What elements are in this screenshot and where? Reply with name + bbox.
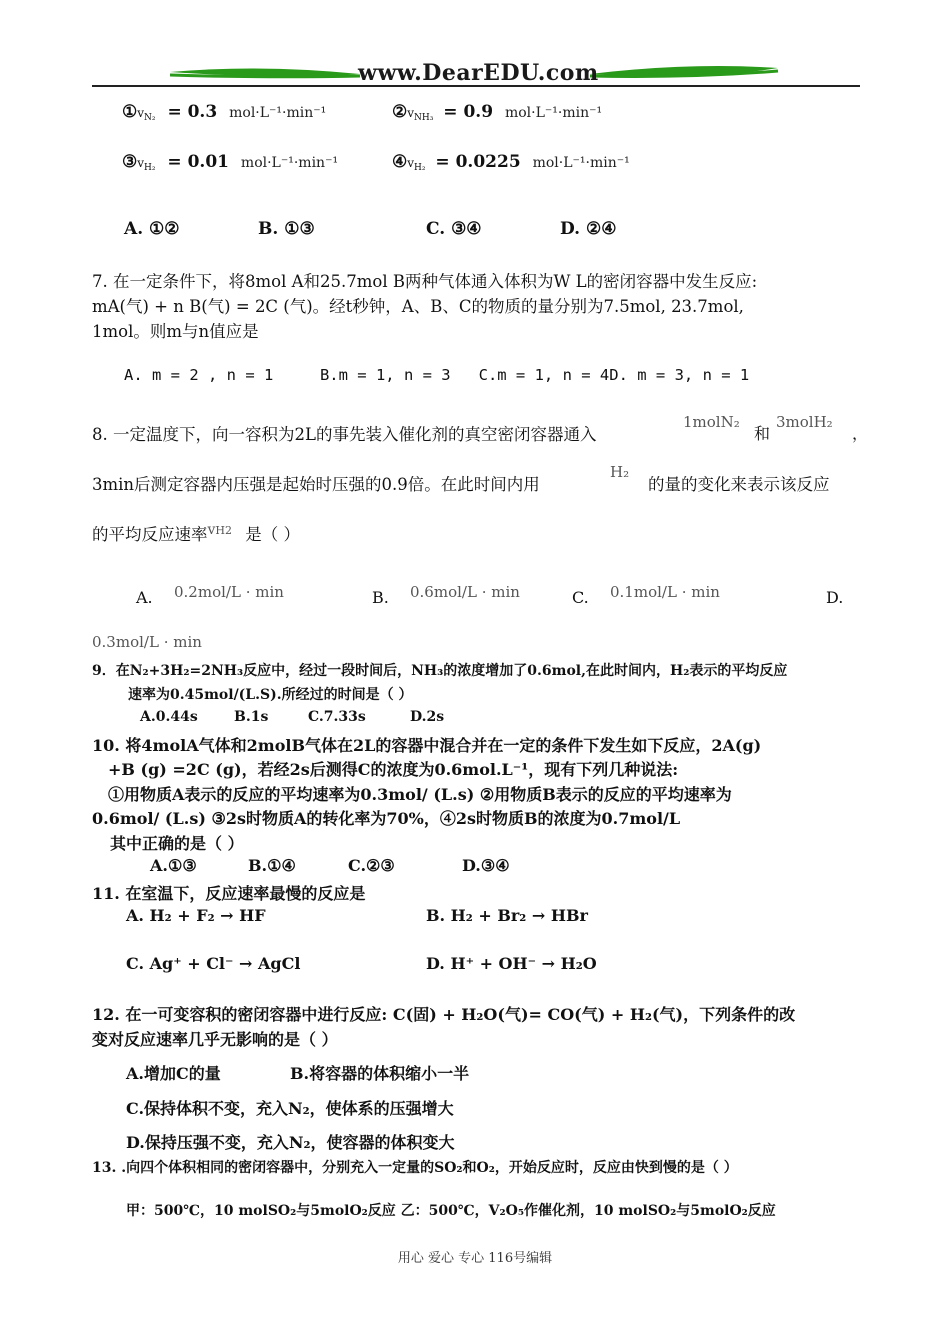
q10-line-1: 10. 将4molA气体和2molB气体在2L的容器中混合并在一定的条件下发生如下反应，2A(g) bbox=[92, 736, 762, 755]
q12-choice-c: C.保持体积不变，充入N₂，使体系的压强增大 bbox=[126, 1099, 454, 1118]
q6-choice-a: A. ①② bbox=[124, 219, 180, 239]
q8-and: 和 bbox=[754, 424, 771, 443]
q8-line-2-h2: H₂ bbox=[610, 463, 630, 481]
q8-choice-a-label: A. bbox=[136, 588, 153, 607]
q8-line-2a: 3min后测定容器内压强是起始时压强的0.9倍。在此时间内用 bbox=[92, 475, 540, 494]
q9-line-2: 速率为0.45mol/(L.S).所经过的时间是（ ） bbox=[128, 687, 413, 703]
q9-choice-c: C.7.33s bbox=[308, 709, 366, 725]
q10-line-5: 其中正确的是（ ） bbox=[110, 834, 244, 853]
q10-choice-b: B.①④ bbox=[248, 856, 296, 875]
q7-line-1: 7. 在一定条件下，将8mol A和25.7mol B两种气体通入体积为W L的密闭容器中发生反应: bbox=[92, 272, 758, 291]
q13-line-1: 13. .向四个体积相同的密闭容器中，分别充入一定量的SO₂和O₂，开始反应时，反应由快到慢的是（ ） bbox=[92, 1160, 738, 1176]
q10-line-3: ①用物质A表示的反应的平均速率为0.3mol/ (L.s) ②用物质B表示的反应的平均速率为 bbox=[108, 785, 732, 804]
q8-line-3: 的平均反应速率$^{vH2}$ 是（ ） bbox=[92, 522, 301, 544]
q10-line-2: +B (g) =2C (g)，若经2s后测得C的浓度为0.6mol.L⁻¹，现有下列几种说法: bbox=[108, 760, 679, 779]
q7-line-3: 1mol。则m与n值应是 bbox=[92, 322, 259, 341]
q6-choice-d: D. ②④ bbox=[560, 219, 617, 239]
q13-line-2: 甲：500℃，10 molSO₂与5molO₂反应 乙：500℃，V₂O₅作催化剂，10 molSO₂与5molO₂反应 bbox=[126, 1203, 776, 1219]
q7-options: A. m = 2 , n = 1 B.m = 1, n = 3 C.m = 1, n = 4D. m = 3, n = 1 bbox=[124, 366, 750, 384]
q6-option-4: $④v_{H_2} = 0.0225$ mol·L⁻¹·min⁻¹ bbox=[392, 152, 630, 173]
q10-choice-a: A.①③ bbox=[150, 856, 197, 875]
page-footer: 用心 爱心 专心 116号编辑 bbox=[397, 1251, 553, 1266]
q8-line-1: 8. 一定温度下，向一容积为2L的事先装入催化剂的真空密闭容器通入 bbox=[92, 425, 597, 444]
q6-option-3: $③v_{H_2} = 0.01$ mol·L⁻¹·min⁻¹ bbox=[122, 152, 339, 173]
q9-choice-b: B.1s bbox=[234, 709, 269, 725]
q11-choice-a: A. H₂ + F₂ → HF bbox=[126, 906, 266, 925]
q10-choice-d: D.③④ bbox=[462, 856, 510, 875]
q8-comma: ， bbox=[852, 424, 869, 443]
q9-line-1: 9．在N₂+3H₂=2NH₃反应中，经过一段时间后，NH₃的浓度增加了0.6mol,在此时间内，H₂表示的平均反应 bbox=[92, 663, 788, 679]
header-rule bbox=[92, 85, 860, 87]
q8-choice-a-value: 0.2mol/L · min bbox=[174, 583, 284, 601]
q12-choice-a: A.增加C的量 bbox=[126, 1064, 221, 1083]
q9-choice-d: D.2s bbox=[410, 709, 445, 725]
q11-choice-b: B. H₂ + Br₂ → HBr bbox=[426, 906, 588, 925]
q11-choice-c: C. Ag⁺ + Cl⁻ → AgCl bbox=[126, 954, 301, 973]
q8-h2: 3molH₂ bbox=[776, 413, 833, 431]
site-name[interactable]: www.DearEDU.com bbox=[358, 60, 599, 86]
q6-option-2: $②v_{NH_3} = 0.9$ mol·L⁻¹·min⁻¹ bbox=[392, 102, 603, 123]
q11-line-1: 11. 在室温下，反应速率最慢的反应是 bbox=[92, 884, 366, 903]
q8-line-2b: 的量的变化来表示该反应 bbox=[648, 475, 830, 494]
q11-choice-d: D. H⁺ + OH⁻ → H₂O bbox=[426, 954, 597, 973]
q8-choice-d-label: D. bbox=[826, 588, 844, 607]
q8-choice-b-label: B. bbox=[372, 588, 389, 607]
q8-n2: 1molN₂ bbox=[683, 413, 740, 431]
q10-line-4: 0.6mol/ (L.s) ③2s时物质A的转化率为70%，④2s时物质B的浓度为0.7mol/L bbox=[92, 809, 681, 828]
q12-choice-d: D.保持压强不变，充入N₂，使容器的体积变大 bbox=[126, 1133, 455, 1152]
q12-line-1: 12. 在一可变容积的密闭容器中进行反应: C(固) + H₂O(气)= CO(气) + H₂(气)，下列条件的改 bbox=[92, 1005, 796, 1024]
q8-choice-d-value: 0.3mol/L · min bbox=[92, 633, 202, 651]
q12-line-2: 变对反应速率几乎无影响的是（ ） bbox=[92, 1030, 338, 1049]
q6-choice-c: C. ③④ bbox=[426, 219, 482, 239]
q12-choice-b: B.将容器的体积缩小一半 bbox=[290, 1064, 470, 1083]
q8-choice-c-label: C. bbox=[572, 588, 589, 607]
q10-choice-c: C.②③ bbox=[348, 856, 395, 875]
q9-choice-a: A.0.44s bbox=[140, 709, 198, 725]
header-logo bbox=[170, 58, 780, 88]
q6-choice-b: B. ①③ bbox=[258, 219, 315, 239]
q6-option-1: $①v_{N_2} = 0.3$ mol·L⁻¹·min⁻¹ bbox=[122, 102, 327, 123]
q8-choice-b-value: 0.6mol/L · min bbox=[410, 583, 520, 601]
q8-choice-c-value: 0.1mol/L · min bbox=[610, 583, 720, 601]
q7-line-2: mA(气) + n B(气) = 2C (气)。经t秒钟，A、B、C的物质的量分别为7.5mol, 23.7mol, bbox=[92, 297, 744, 316]
